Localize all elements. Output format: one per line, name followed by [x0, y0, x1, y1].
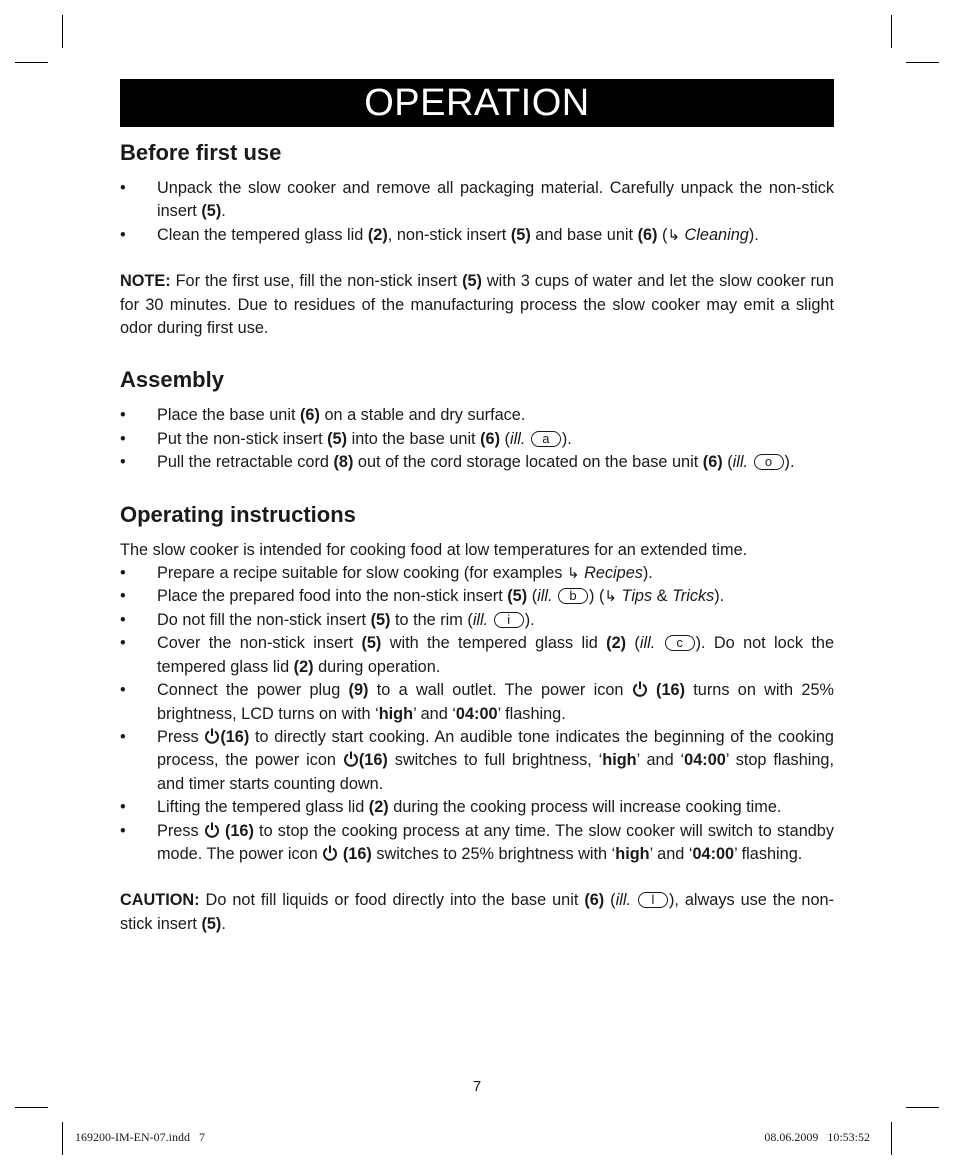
section-before-first-use — [120, 139, 834, 340]
list-item: • Clean the tempered glass lid (2), non-stick insert (5) and base unit (6) (↳ Cleaning). — [120, 224, 834, 247]
list-item: • Connect the power plug (9) to a wall outlet. The power icon (16) turns on with 25% brightness, LCD turns on with ‘high’ and ‘04:00’ flashing. — [120, 679, 834, 726]
intro-paragraph: The slow cooker is intended for cooking food at low temperatures for an extended time. — [120, 540, 748, 559]
power-icon — [322, 845, 338, 861]
crop-mark — [62, 1122, 63, 1155]
section-heading: Operating instructions — [120, 501, 356, 527]
arrow-reference-icon: ↳ — [667, 226, 681, 244]
power-icon — [204, 728, 220, 744]
crop-mark — [62, 15, 63, 48]
footer-filename: 169200-IM-EN-07.indd 7 — [75, 1130, 205, 1144]
arrow-reference-icon: ↳ — [566, 565, 580, 583]
page-title: OPERATION — [120, 79, 834, 127]
list-item: • Lifting the tempered glass lid (2) during the cooking process will increase cooking time. — [120, 796, 834, 819]
circled-letter-icon: o — [754, 454, 784, 470]
section-operating-instructions — [120, 501, 834, 937]
crop-mark — [906, 62, 939, 63]
crop-mark — [906, 1107, 939, 1108]
page-content — [120, 139, 834, 962]
bullet-list — [120, 404, 834, 474]
crop-mark — [15, 62, 48, 63]
list-item: • Pull the retractable cord (8) out of the cord storage located on the base unit (6) (ill. o ). — [120, 451, 834, 474]
crop-mark — [891, 1122, 892, 1155]
bullet-list — [120, 177, 834, 247]
circled-letter-icon: l — [638, 892, 668, 908]
bullet-list — [120, 562, 834, 866]
list-item: • Place the base unit (6) on a stable and dry surface. — [120, 404, 834, 427]
page-number: 7 — [472, 1078, 482, 1095]
circled-letter-icon: c — [665, 635, 695, 651]
circled-letter-icon: i — [494, 612, 524, 628]
circled-letter-icon: a — [531, 431, 561, 447]
footer-timestamp: 08.06.2009 10:53:52 — [764, 1130, 870, 1144]
list-item: • Do not fill the non-stick insert (5) to the rim (ill. i ). — [120, 609, 834, 632]
section-heading: Before first use — [120, 140, 282, 165]
list-item: • Prepare a recipe suitable for slow cooking (for examples ↳ Recipes). — [120, 562, 834, 585]
section-heading: Assembly — [120, 367, 224, 393]
list-item: • Cover the non-stick insert (5) with the tempered glass lid (2) (ill. c ). Do not lock the tempered glass lid (2) during operation. — [120, 632, 834, 679]
list-item: • Press (16) to stop the cooking process at any time. The slow cooker will switch to standby mode. The power icon (16) switches to 25% brightness with ‘high’ and ‘04:00’ flashing. — [120, 820, 834, 867]
crop-mark — [15, 1107, 48, 1108]
list-item: • Place the prepared food into the non-stick insert (5) (ill. b ) (↳ Tips & Tricks). — [120, 585, 834, 608]
power-icon — [632, 681, 648, 697]
list-item: • Press (16) to directly start cooking. An audible tone indicates the beginning of the cooking process, the power icon (16) switches to full brightness, ‘high’ and ‘04:00’ stop flashing, and timer starts counting down. — [120, 726, 834, 796]
crop-mark — [891, 15, 892, 48]
section-assembly — [120, 366, 834, 474]
power-icon — [204, 822, 220, 838]
caution-paragraph: CAUTION: Do not fill liquids or food directly into the base unit (6) (ill. l ), always use the non-stick insert (5). — [120, 891, 834, 933]
list-item: • Put the non-stick insert (5) into the base unit (6) (ill. a ). — [120, 428, 834, 451]
power-icon — [343, 751, 359, 767]
arrow-reference-icon: ↳ — [604, 588, 617, 606]
circled-letter-icon: b — [558, 588, 588, 604]
list-item: • Unpack the slow cooker and remove all packaging material. Carefully unpack the non-stick insert (5). — [120, 177, 834, 224]
note-paragraph: NOTE: For the first use, fill the non-stick insert (5) with 3 cups of water and let the slow cooker run for 30 minutes. Due to residues of the manufacturing process the slow cooker may emit a slight odor during first use. — [120, 272, 834, 338]
